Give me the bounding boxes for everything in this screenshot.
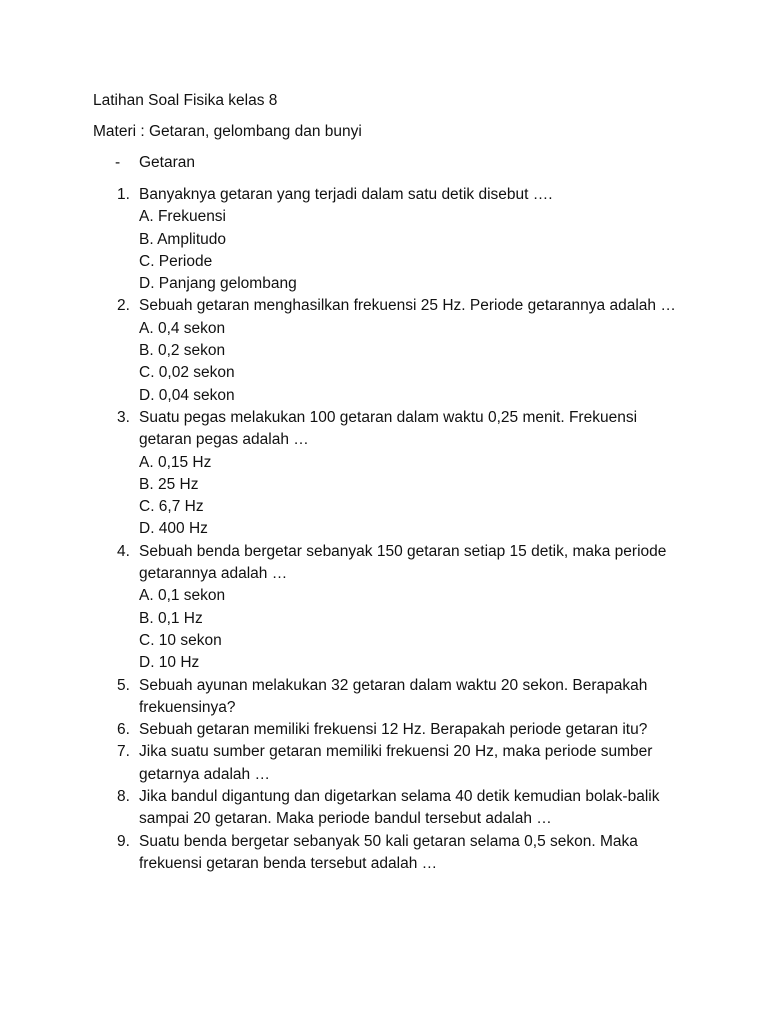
section-heading-getaran: Getaran — [139, 154, 196, 171]
answer-option: B. Amplitudo — [139, 230, 227, 248]
answer-option: D. Panjang gelombang — [139, 275, 297, 293]
answer-option: A. 0,4 sekon — [139, 319, 226, 337]
question-body — [139, 184, 679, 295]
materi-heading: Materi : Getaran, gelombang dan bunyi — [93, 123, 362, 140]
question-body — [139, 741, 679, 786]
question-text: Sebuah getaran memiliki frekuensi 12 Hz. Berapakah periode getaran itu? — [139, 721, 648, 739]
question-item — [0, 741, 768, 786]
question-item — [0, 184, 768, 295]
question-body — [139, 407, 679, 541]
question-number: 3. — [117, 408, 130, 426]
question-text: Suatu benda bergetar sebanyak 50 kali getaran selama 0,5 sekon. Maka frekuensi getaran benda tersebut adalah … — [139, 832, 638, 872]
answer-option: B. 25 Hz — [139, 475, 199, 493]
question-number: 2. — [117, 297, 130, 315]
question-number: 6. — [117, 721, 130, 739]
answer-option: A. Frekuensi — [139, 208, 227, 226]
answer-options — [139, 452, 679, 541]
question-body — [139, 786, 679, 831]
question-number: 9. — [117, 832, 130, 850]
answer-option: D. 10 Hz — [139, 654, 200, 672]
answer-option: C. 6,7 Hz — [139, 498, 204, 516]
answer-option: C. Periode — [139, 252, 213, 270]
question-number: 7. — [117, 743, 130, 761]
question-body — [139, 675, 679, 720]
answer-option: C. 10 sekon — [139, 631, 222, 649]
question-text: Jika suatu sumber getaran memiliki frekuensi 20 Hz, maka periode sumber getarnya adalah … — [139, 743, 653, 783]
question-item — [0, 675, 768, 720]
question-body — [139, 831, 679, 876]
question-body — [139, 719, 679, 741]
question-list — [0, 184, 768, 875]
question-number: 1. — [117, 186, 130, 203]
answer-options — [139, 585, 679, 674]
answer-option: D. 400 Hz — [139, 520, 208, 538]
document-title: Latihan Soal Fisika kelas 8 — [93, 92, 278, 109]
question-item — [0, 295, 768, 406]
question-text: Sebuah benda bergetar sebanyak 150 getaran setiap 15 detik, maka periode getarannya adalah … — [139, 542, 667, 583]
question-item — [0, 786, 768, 831]
answer-option: A. 0,15 Hz — [139, 453, 212, 471]
answer-option: C. 0,02 sekon — [139, 364, 235, 382]
answer-options — [139, 318, 679, 407]
question-number: 5. — [117, 676, 130, 694]
question-body — [139, 295, 679, 406]
question-number: 4. — [117, 542, 130, 560]
answer-option: B. 0,2 sekon — [139, 342, 226, 360]
bullet-marker: - — [115, 154, 121, 171]
question-text: Sebuah ayunan melakukan 32 getaran dalam waktu 20 sekon. Berapakah frekuensinya? — [139, 676, 648, 716]
answer-option: A. 0,1 sekon — [139, 587, 226, 605]
question-text: Jika bandul digantung dan digetarkan selama 40 detik kemudian bolak-balik sampai 20 getaran. Maka periode bandul tersebut adalah … — [139, 788, 660, 828]
question-item — [0, 541, 768, 675]
question-text: Suatu pegas melakukan 100 getaran dalam waktu 0,25 menit. Frekuensi getaran pegas adalah … — [139, 408, 638, 449]
question-text: Sebuah getaran menghasilkan frekuensi 25 Hz. Periode getarannya adalah … — [139, 297, 676, 315]
question-item — [0, 719, 768, 741]
answer-option: B. 0,1 Hz — [139, 609, 203, 627]
question-body — [139, 541, 679, 675]
question-number: 8. — [117, 788, 130, 806]
answer-options — [139, 206, 679, 295]
question-text: Banyaknya getaran yang terjadi dalam satu detik disebut …. — [139, 186, 553, 203]
answer-option: D. 0,04 sekon — [139, 386, 235, 404]
question-item — [0, 831, 768, 876]
question-item — [0, 407, 768, 541]
